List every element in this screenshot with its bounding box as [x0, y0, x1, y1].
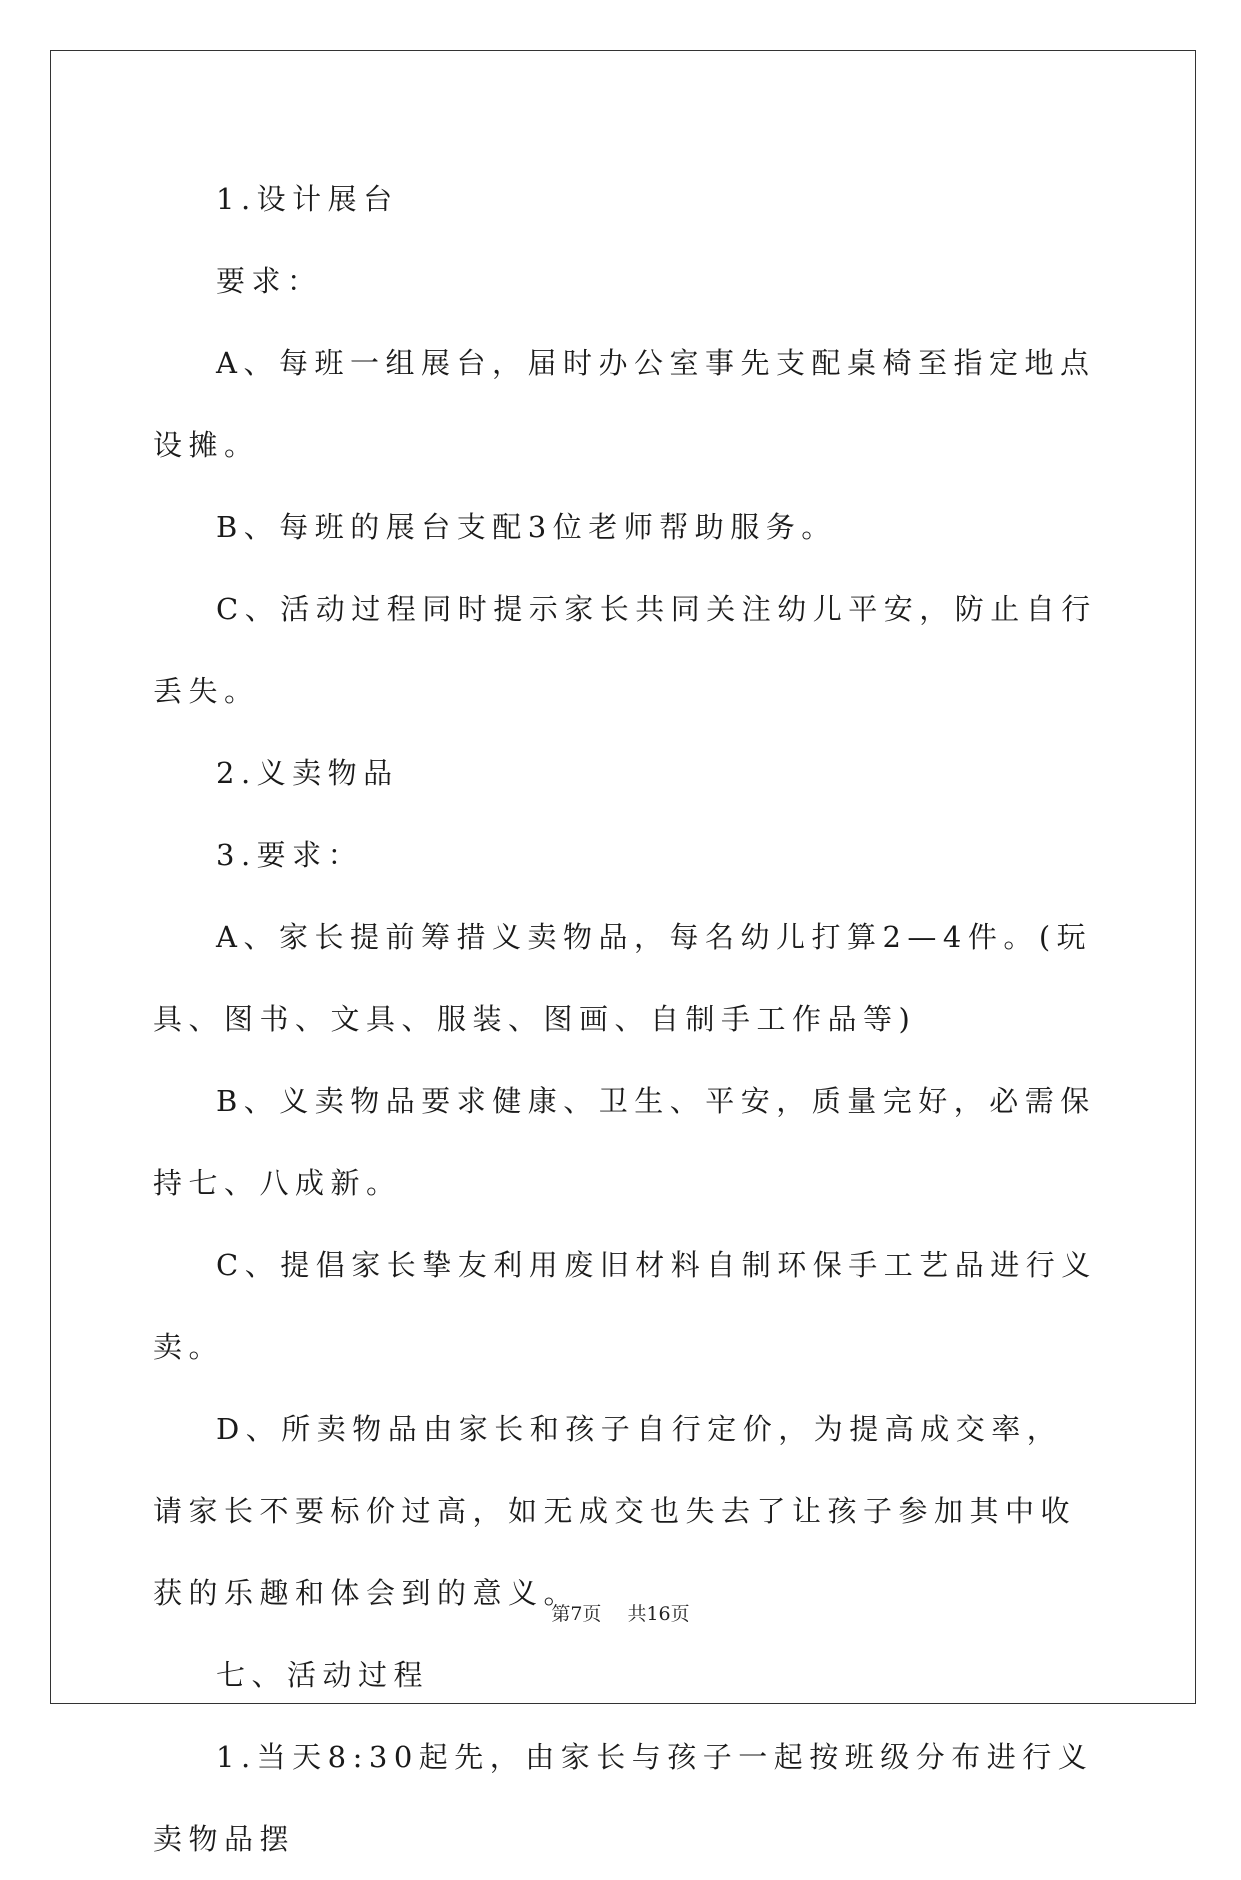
page-total: 共16页	[627, 1603, 690, 1625]
paragraph: B、义卖物品要求健康、卫生、平安，质量完好，必需保持七、八成新。	[153, 1084, 1096, 1200]
paragraph: A、家长提前筹措义卖物品，每名幼儿打算2—4件。(玩具、图书、文具、服装、图画、自制手工作品等)	[153, 920, 1093, 1036]
page-number: 第7页	[551, 1603, 602, 1625]
paragraph: A、每班一组展台，届时办公室事先支配桌椅至指定地点设摊。	[153, 346, 1096, 462]
paragraph: 1.设计展台	[216, 182, 399, 216]
paragraph: 要求：	[216, 264, 323, 298]
paragraph: 3.要求：	[216, 838, 364, 872]
page-footer	[0, 1599, 1241, 1626]
paragraph: B、每班的展台支配3位老师帮助服务。	[216, 510, 837, 544]
paragraph: 1.当天8:30起先，由家长与孩子一起按班级分布进行义卖物品摆	[153, 1740, 1094, 1856]
paragraph: C、活动过程同时提示家长共同关注幼儿平安，防止自行丢失。	[153, 592, 1097, 708]
paragraph: D、所卖物品由家长和孩子自行定价，为提高成交率，请家长不要标价过高，如无成交也失去了让孩子参加其中收获的乐趣和体会到的意义。	[153, 1412, 1077, 1610]
paragraph: 七、活动过程	[216, 1658, 430, 1692]
paragraph: 2.义卖物品	[216, 756, 399, 790]
paragraph: C、提倡家长挚友利用废旧材料自制环保手工艺品进行义卖。	[153, 1248, 1097, 1364]
